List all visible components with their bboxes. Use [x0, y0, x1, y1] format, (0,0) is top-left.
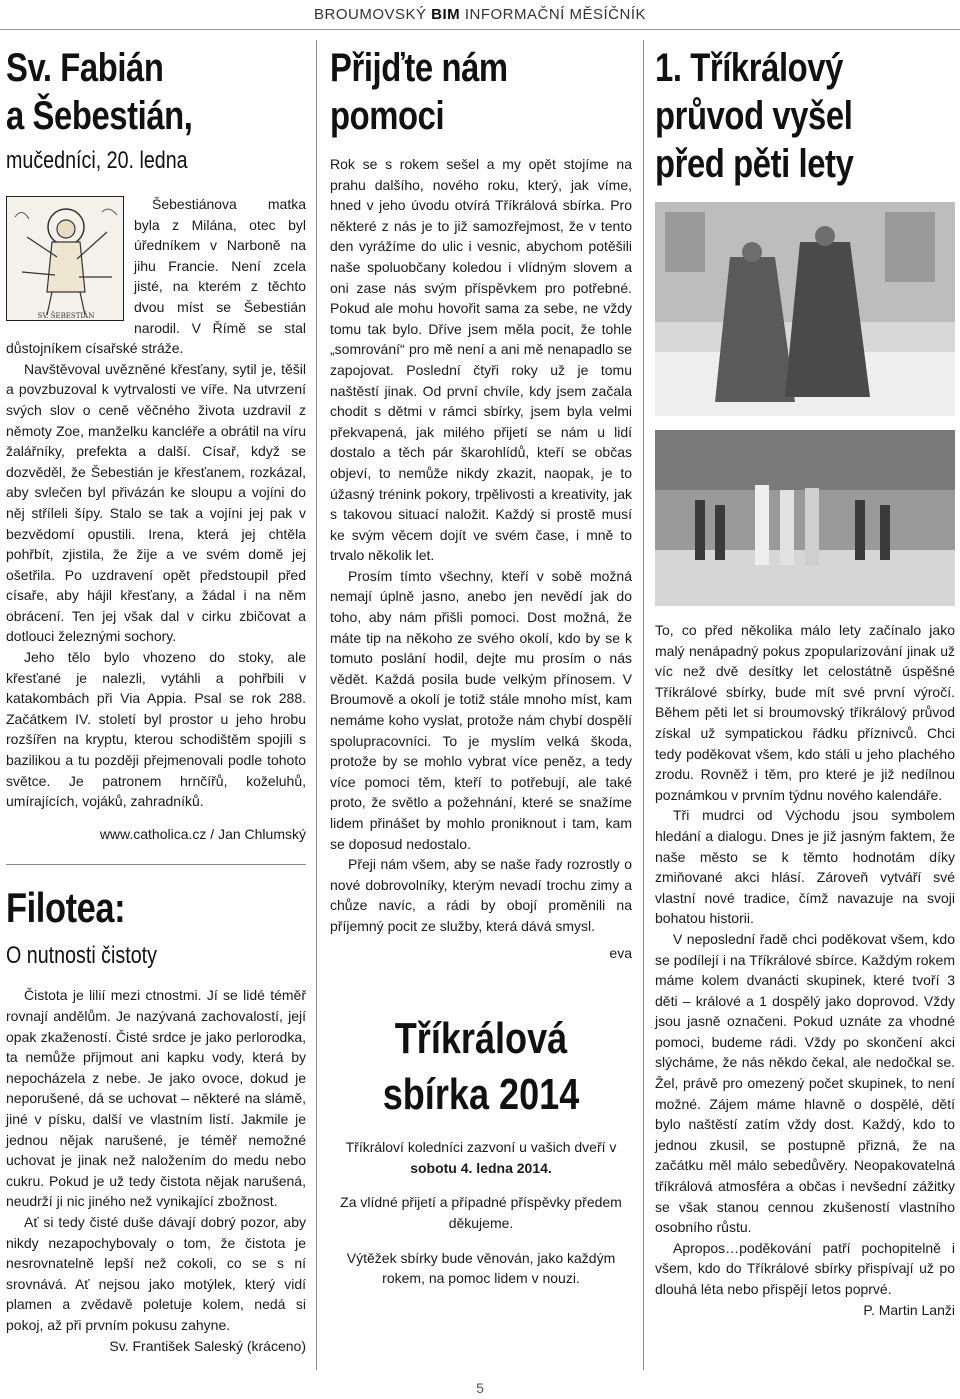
column-divider: [316, 40, 317, 1370]
collection-announcement: [330, 1011, 632, 1289]
article-title-line1: 1. Tříkrálový: [655, 46, 843, 90]
paragraph: Jeho tělo bylo vhozeno do stoky, ale křesťané je nalezli, vytáhli a pohřbili v katakombách při Via Appia. Psal se rok 288. Začátkem IV. století byl prostor u jeho hrobu rozšířen na kryptu, kterou schodištěm spojili s bazilikou a tu později přejmenovali podle tohoto světce. Je patronem hrnčířů, koželuhů, umírajících, vojáků, zahradníků.: [6, 649, 306, 810]
article-title-line2: pomoci: [330, 94, 445, 138]
collection-title-line2: sbírka 2014: [382, 1070, 580, 1120]
paragraph: To, co před několika málo lety začínalo jako malý nenápadný pokus zpopularizování jinak už víc než dvě desítky let celostátně úspěšné Tříkrálové sbírky, bude mít své první výročí. Během pěti let si broumovský tříkrálový průvod získal už sympatickou řádku příznivců. Chci tedy poděkovat všem, kdo stáli u jeho plachého zrodu. Rovněž i těm, pro které je již nedílnou poznámkou v prvním týdnu nového kalendáře.: [655, 622, 955, 803]
column-divider: [643, 40, 644, 1370]
paragraph: Šebestiánova matka byla z Milána, otec byl úředníkem v Narboně na jihu Francie. Není zcela jisté, na kterém z těchto dvou míst se Šebestián narodil. V Římě se stal důstojníkem císařské stráže.: [6, 196, 306, 357]
article-signature: P. Martin Lanži: [863, 1301, 955, 1318]
paragraph: V neposlední řadě chci poděkovat všem, kdo se podílejí i na Tříkrálové sbírce. Každým rokem máme kolem dvanácti skupinek, které tvoří 3 děti – králové a 1 dospělý jako doprovod. Vždy jsou jasně označeni. Pokud uznáte za vhodné pomoci, budeme rádi. Vždy po skončení akci slýcháme, že nás někdo čekal, ale nedočkal se. Žel, právě pro omezený počet skupinek, to není možné. Zájem máme hlavně o dospělé, dětí bylo naštěstí zatím vždy dost. Každý, kdo to jednou zkusil, se postupně přizná, že na začátku měl málo sebedůvěry. Neopakovatelná tříkrálová atmosféra a občas i nevšední zážitky se však stanou cennou zkušeností vlastního osobního růstu.: [655, 930, 955, 1236]
filotea-source: Sv. František Saleský (kráceno): [109, 1337, 306, 1354]
paragraph: Apropos…poděkování patří pochopitelně i všem, kdo do Tříkrálové sbírky přispívají už po dlouhá léta nebo přispějí letos poprvé.: [655, 1239, 955, 1297]
article-signature: eva: [609, 944, 632, 961]
procession-photo: [655, 430, 955, 606]
article-title-line2: průvod vyšel: [655, 94, 853, 138]
image-caption: SV. ŠEBESTIÁN: [37, 312, 95, 320]
header-suffix: INFORMAČNÍ MĚSÍČNÍK: [460, 6, 647, 23]
header-prefix: BROUMOVSKÝ: [313, 6, 432, 23]
kings-in-snow-photo: [655, 202, 955, 416]
page-number: 5: [476, 1380, 484, 1396]
article-source: www.catholica.cz / Jan Chlumský: [99, 825, 306, 842]
article-title-line1: Sv. Fabián: [6, 46, 164, 90]
header-brand: BIM: [431, 6, 461, 23]
paragraph: Přeji nám všem, aby se naše řady rozrostly o nové dobrovolníky, kterým nevadí trochu zimy a chůze navíc, a rádi by obojí proměnili na příjemný pocit ze služby, která dává smysl.: [330, 856, 632, 934]
collection-thanks: Za vlídné přijetí a případné příspěvky předem děkujeme.: [340, 1194, 622, 1231]
article-body: [655, 620, 955, 1320]
paragraph: Prosím tímto všechny, kteří v sobě možná nemají úplně jasno, anebo jen nevědí jak do toho, aby nám přišli pomoci. Dost možná, že máte tip na někoho ze svého okolí, kdo by se k tomuto poslání hodil, dejte mu prosím o nás vědět. Každá posila bude velkým přínosem. V Broumově a okolí je totiž stále mnoho míst, kam nemáme koho vyslat, protože nám chybí dospělí spolupracovníci. To je myslím velká škoda, protože by se mohlo vybrat více peněz, a tedy více pomoci těm, kteří to potřebují, ale také proto, že světlo a požehnání, které se snažíme lidem přinášet by mohlo proniknout i tam, kam se doposud nedostalo.: [330, 567, 632, 852]
filotea-title: Filotea:: [6, 884, 126, 932]
collection-text: Tříkráloví koledníci zazvoní u vašich dveří v: [345, 1139, 617, 1156]
column-saint-article: [6, 40, 306, 1356]
column-help-article: [330, 40, 632, 1289]
magazine-header: [0, 0, 960, 30]
article-title-line3: před pěti lety: [655, 142, 854, 186]
paragraph: Navštěvoval uvězněné křesťany, sytil je, těšil a povzbuzoval k vytrvalosti ve víře. Na utvrzení svých slov o ceně věčného života uzdravil z němoty Zoe, manželku kancléře a obrátil na víru žalářníky, prefekta a další. Císař, když se dozvěděl, že Šebestián je křesťanem, rozkázal, aby svlečen byl přivázán ke sloupu a vojíni do něj stříleli šípy. Stalo se tak a vojíni jej pak v bezvědomí opustili. Irena, která jej chtěla pohřbít, zjistila, že žije a ve svém domě jej ošetřila. Po uzdravení opět předstoupil před císaře, aby hájil křesťany, a žádal i na něm obrácení. Ten jej však dal v cirku zbičovat a dotlouci železnými sochory.: [6, 360, 306, 645]
article-body: [6, 194, 306, 844]
collection-info: [330, 1137, 632, 1178]
article-body: [330, 154, 632, 963]
paragraph: Čistota je lilií mezi ctnostmi. Jí se lidé téměř rovnají andělům. Je nazývaná zachovalostí, její opak zkažeností. Čisté srdce je jako perlorodka, ta nemůže přijmout ani kapku vody, která by nepocházela z nebe. Je jako ovoce, dokud je neporušené, dá se uchovat – některé na slámě, jiné v písku, další ve vlastním listí. Jakmile je jednou nějak narušené, je téměř nemožné uchovat je jinak než naložením do medu nebo cukru. Pokud je už tedy čistota nějak narušená, neudrží ji nic jiného než vynikající zbožnost.: [6, 987, 306, 1210]
paragraph: Ať si tedy čisté duše dávají dobrý pozor, aby nikdy nezapochybovaly o tom, že čistota je nesrovnatelně lepší než cokoli, co se s ní srovnává. Ať nejsou jako motýlek, který vidí plamen a zvědavě poletuje kolem, nedá si pokoj, až při prvním pokusu zahyne.: [6, 1213, 306, 1333]
collection-purpose: Výtěžek sbírky bude věnován, jako každým rokem, na pomoc lidem v nouzi.: [346, 1249, 616, 1287]
paragraph: Rok se s rokem sešel a my opět stojíme na prahu dalšího, nového roku, který, jak víme, hned v jeho úvodu otvírá Tříkrálová sbírka. Pro některé z nás je to již samozřejmost, že v tento den vyrážíme do ulic i vesnic, abychom potěšili naše spoluobčany koledou i vlídným slovem a oni zase nás svým příspěvkem pro potřebné. Pokud ale mohu hovořit sama za sebe, ne vždy tomu tak bylo. Dříve jsem měla pocit, že tohle „somrování“ pro mě není a ani mě nenapadlo se zapojovat. Poslední čtyři roky už je tomu naštěstí jinak. Od první chvíle, kdy jsem začala chodit s dětmi v rámci sbírky, jsem byla velmi překvapená, jak milého přijetí se nám u lidí dostalo a těch pár škarohlídů, kteří se občas objeví, to nemůže nikdy zkazit, naopak, je to úžasný trénink pokory, trpělivosti a kreativity, jak s takovou situací naložit. Každý si prostě musí ke svým věcem dojít ve svém čase, i mně to trvalo několik let.: [330, 156, 632, 564]
collection-title-line1: Tříkrálová: [394, 1014, 568, 1064]
filotea-body: [6, 985, 306, 1356]
article-subtitle: mučedníci, 20. ledna: [6, 147, 188, 174]
collection-date: sobotu 4. ledna 2014.: [410, 1159, 552, 1176]
saint-sebastian-image: [6, 196, 124, 321]
paragraph: Tři mudrci od Východu jsou symbolem hledání a dialogu. Dnes je již jasným faktem, že naše město se k těmto hodnotám díky zmiňované akci hlásí. Zároveň vytváří své vlastní nové tradice, čímž navazuje na svoji bohatou historii.: [655, 807, 955, 927]
article-title-line2: a Šebestián,: [6, 94, 193, 138]
filotea-subtitle: O nutnosti čistoty: [6, 942, 157, 970]
column-procession-article: [655, 40, 955, 1320]
section-divider: [6, 864, 306, 865]
article-title-line1: Přijďte nám: [330, 46, 508, 90]
